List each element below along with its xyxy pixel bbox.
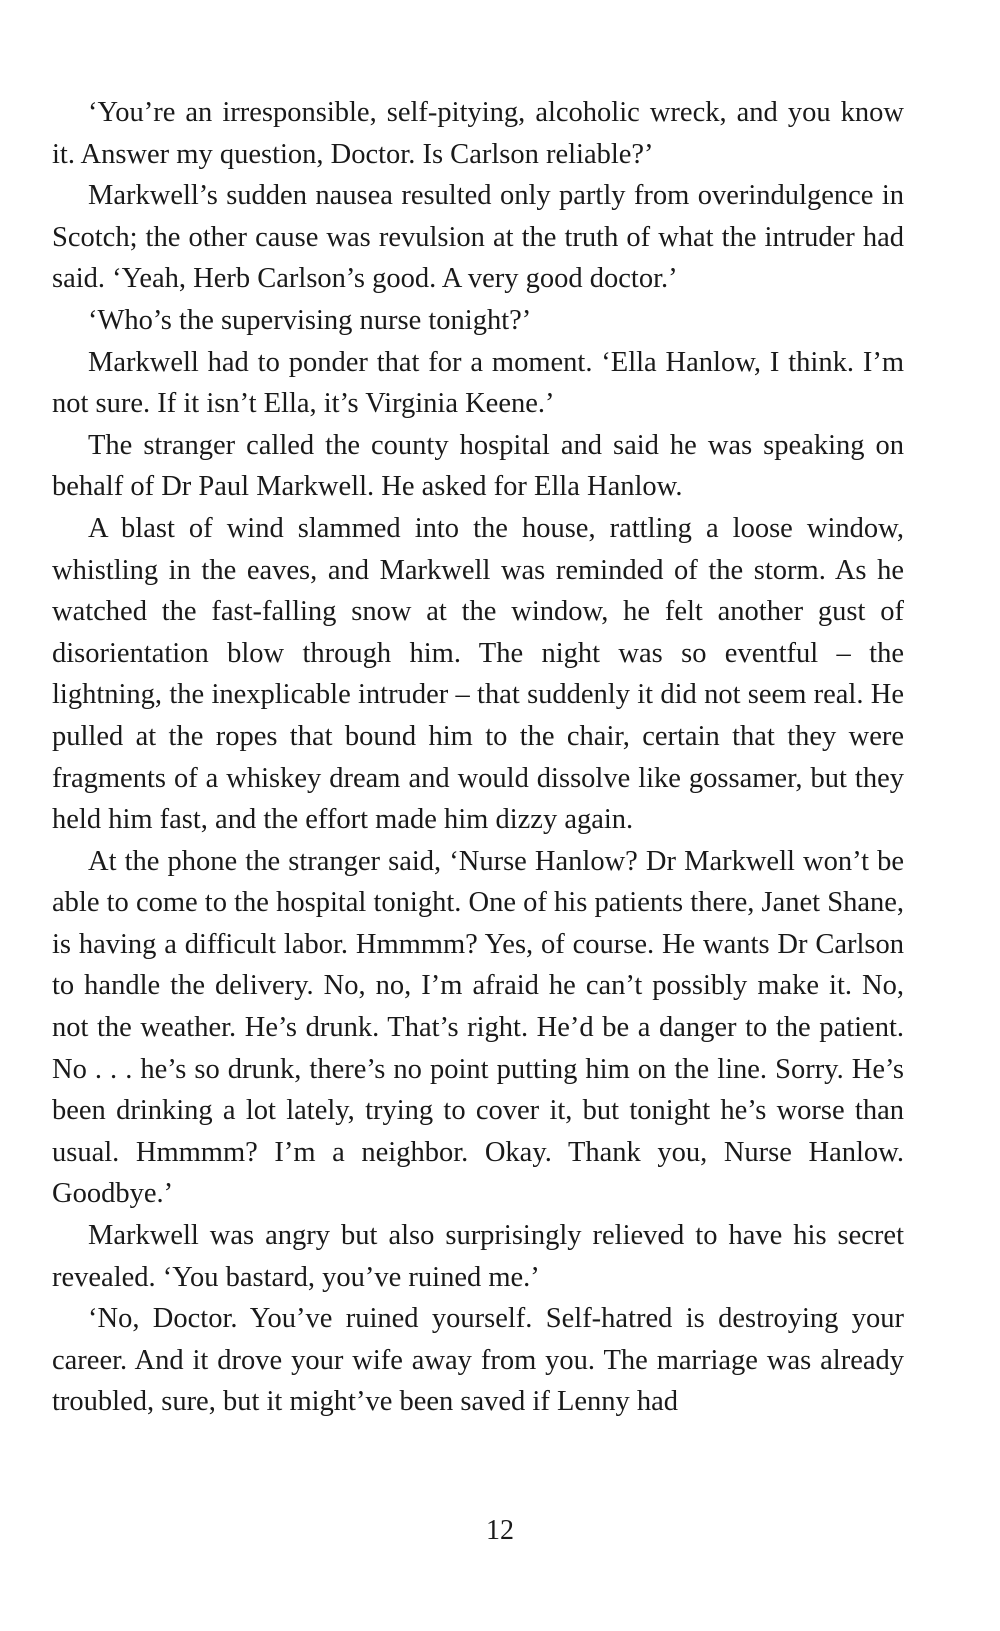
paragraph: Markwell was angry but also surprisingly relieved to have his secret revealed. ‘You bastard, you’ve ruined me.’: [52, 1220, 904, 1293]
paragraph: ‘Who’s the supervising nurse tonight?’: [88, 304, 532, 336]
paragraph: ‘No, Doctor. You’ve ruined yourself. Self-hatred is destroying your career. And it drove your wife away from you. The marriage was already troubled, sure, but it might’ve been saved if Lenny had: [52, 1303, 904, 1418]
paragraph: The stranger called the county hospital and said he was speaking on behalf of Dr Paul Markwell. He asked for Ella Hanlow.: [52, 429, 904, 503]
paragraph: A blast of wind slammed into the house, rattling a loose window, whistling in the eaves, and Markwell was reminded of the storm. As he watched the fast-falling snow at the window, he felt another gust of disorientation blow through him. The night was so eventful – the lightning, the inexplicable intruder – that suddenly it did not seem real. He pulled at the ropes that bound him to the chair, certain that they were fragments of a whiskey dream and would dissolve like gossamer, but they held him fast, and the effort made him dizzy again.: [52, 512, 904, 836]
page-number: 12: [486, 1515, 514, 1546]
paragraph: Markwell’s sudden nausea resulted only partly from overindulgence in Scotch; the other cause was revulsion at the truth of what the intruder had said. ‘Yeah, Herb Carlson’s good. A very good doctor.’: [52, 180, 904, 295]
paragraph: At the phone the stranger said, ‘Nurse Hanlow? Dr Markwell won’t be able to come to the hospital tonight. One of his patients there, Janet Shane, is having a difficult labor. Hmmmm? Yes, of course. He wants Dr Carlson to handle the delivery. No, no, I’m afraid he can’t possibly make it. No, not the weather. He’s drunk. That’s right. He’d be a danger to the patient. No . . . he’s so drunk, there’s no point putting him on the line. Sorry. He’s been drinking a lot lately, trying to cover it, but tonight he’s worse than usual. Hmmmm? I’m a neighbor. Okay. Thank you, Nurse Hanlow. Goodbye.’: [52, 845, 904, 1210]
body-text: [52, 92, 904, 1423]
paragraph: Markwell had to ponder that for a moment. ‘Ella Hanlow, I think. I’m not sure. If it isn’t Ella, it’s Virginia Keene.’: [52, 346, 904, 420]
paragraph: ‘You’re an irresponsible, self-pitying, alcoholic wreck, and you know it. Answer my question, Doctor. Is Carlson reliable?’: [52, 97, 904, 170]
